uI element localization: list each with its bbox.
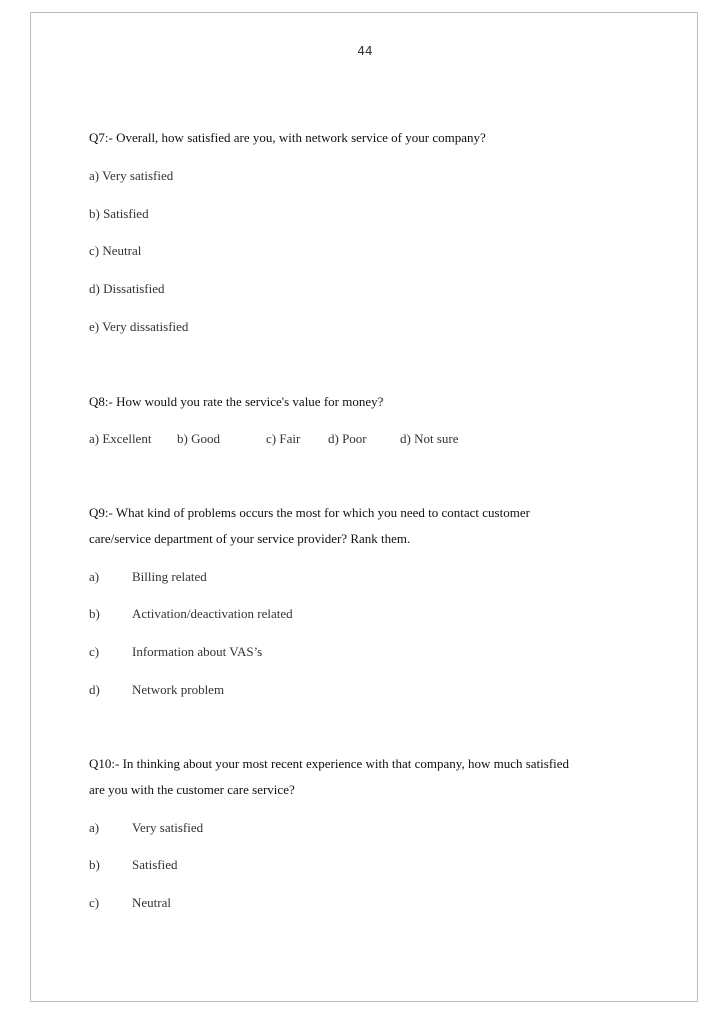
q7-option-c: c) Neutral <box>89 243 142 258</box>
q9-option-d-text: Network problem <box>132 682 225 697</box>
page-number: 44 <box>357 44 373 58</box>
q9-option-d-letter: d) <box>89 682 100 697</box>
q9-option-c-letter: c) <box>89 644 100 659</box>
q7-option-d: d) Dissatisfied <box>89 281 165 296</box>
q10-question-line1: Q10:- In thinking about your most recent experience with that company, how much satisfied <box>89 756 570 771</box>
q9-option-c-text: Information about VAS’s <box>132 644 263 659</box>
q8-option-e: d) Not sure <box>400 431 459 446</box>
q9-option-b-text: Activation/deactivation related <box>132 606 293 621</box>
q9-option-a <box>89 569 207 585</box>
q9-option-a-text: Billing related <box>132 569 207 584</box>
q9-option-b <box>89 606 293 622</box>
q8-option-b: b) Good <box>177 431 220 446</box>
q8-question: Q8:- How would you rate the service's value for money? <box>89 394 384 409</box>
q9-option-b-letter: b) <box>89 606 100 621</box>
q10-option-a-text: Very satisfied <box>132 820 204 835</box>
q9-question-line1: Q9:- What kind of problems occurs the most for which you need to contact customer <box>89 505 530 520</box>
q10-option-a <box>89 820 203 836</box>
q8-option-d: d) Poor <box>328 431 367 446</box>
q7-option-e: e) Very dissatisfied <box>89 319 189 334</box>
document-page <box>30 12 698 1002</box>
q8-option-a: a) Excellent <box>89 431 152 446</box>
q8-option-c: c) Fair <box>266 431 301 446</box>
q10-question-line2: are you with the customer care service? <box>89 782 295 797</box>
q10-option-b-text: Satisfied <box>132 857 178 872</box>
q10-option-c-letter: c) <box>89 895 100 910</box>
q10-option-a-letter: a) <box>89 820 100 835</box>
q9-option-d <box>89 682 224 698</box>
q10-option-c <box>89 895 171 911</box>
q9-option-a-letter: a) <box>89 569 100 584</box>
q9-option-c <box>89 644 262 660</box>
q7-option-b: b) Satisfied <box>89 206 149 221</box>
q10-option-c-text: Neutral <box>132 895 171 910</box>
q7-question: Q7:- Overall, how satisfied are you, with network service of your company? <box>89 130 486 145</box>
q10-option-b <box>89 857 178 873</box>
q9-question-line2: care/service department of your service provider? Rank them. <box>89 531 411 546</box>
q7-option-a: a) Very satisfied <box>89 168 174 183</box>
q10-option-b-letter: b) <box>89 857 100 872</box>
